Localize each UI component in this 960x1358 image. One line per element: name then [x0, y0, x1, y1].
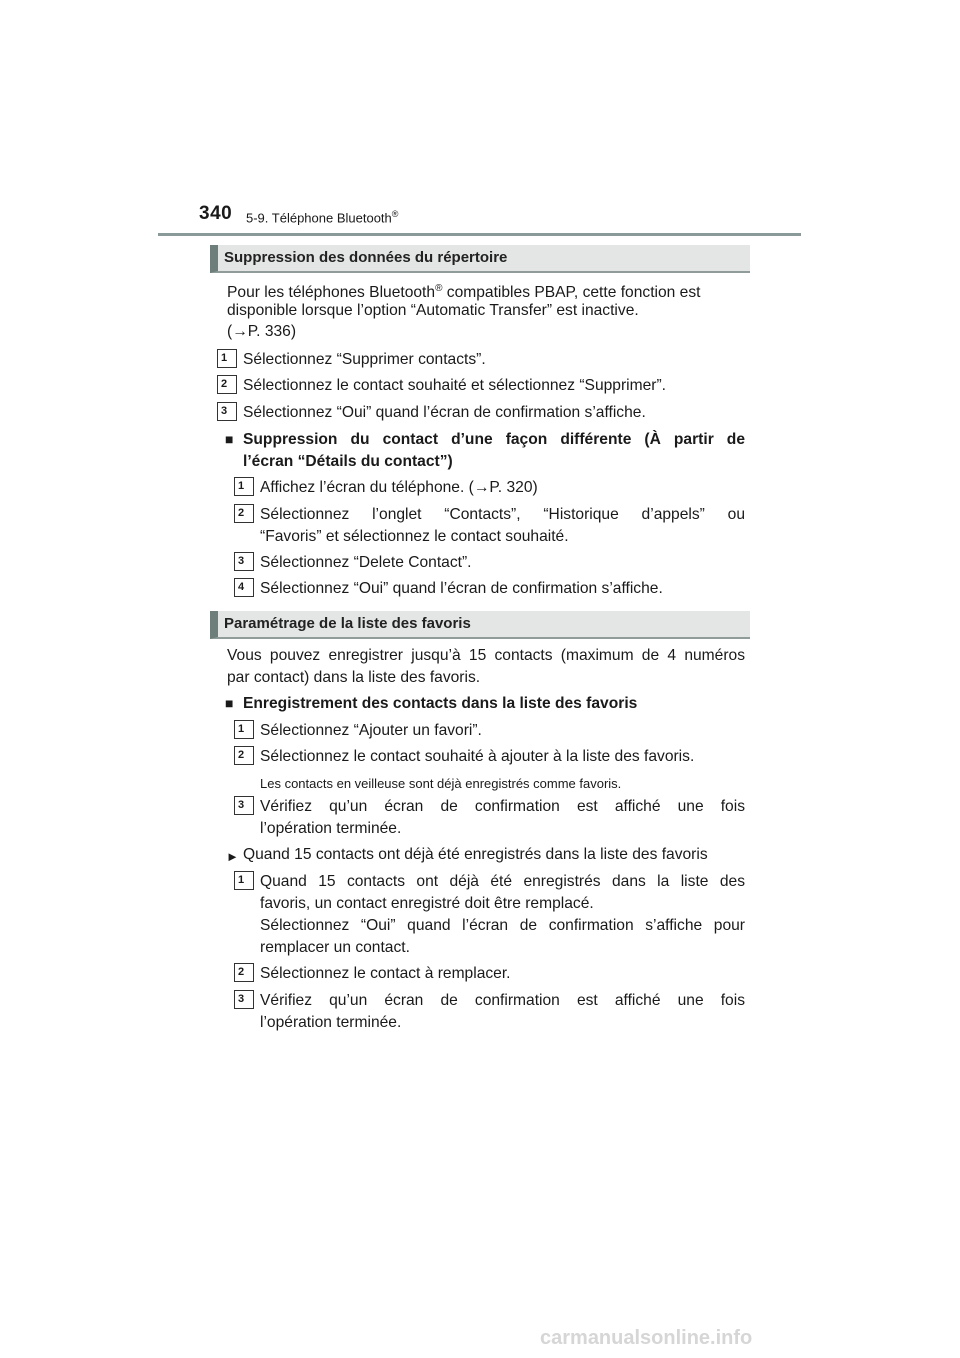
step-number: 3 [217, 402, 237, 421]
step-text-line: l’opération terminée. [260, 1014, 402, 1031]
section-heading: Paramétrage de la liste des favoris [210, 611, 750, 639]
step-number: 2 [234, 746, 254, 765]
step-text-line: “Favoris” et sélectionnez le contact souhaité. [260, 528, 569, 545]
step-text-line: Sélectionnez “Oui” quand l’écran de confirmation s’affiche pour [260, 917, 745, 934]
note-text: Les contacts en veilleuse sont déjà enregistrés comme favoris. [260, 776, 622, 791]
step-text-line: favoris, un contact enregistré doit être remplacé. [260, 895, 594, 912]
step-text: Sélectionnez l’onglet “Contacts”, “Historique d’appels” ou [260, 506, 745, 523]
step-text: Sélectionnez “Delete Contact”. [260, 554, 472, 571]
step-text: Vérifiez qu’un écran de confirmation est affiché une fois [260, 798, 745, 815]
step-text: Affichez l’écran du téléphone. (→P. 320) [260, 479, 538, 496]
step-text-line: l’opération terminée. [260, 820, 402, 837]
step-text: Sélectionnez “Oui” quand l’écran de confirmation s’affiche. [243, 404, 646, 421]
section-intro-line: disponible lorsque l’option “Automatic Transfer” est inactive. [227, 302, 639, 319]
step-text: Sélectionnez le contact souhaité et sélectionnez “Supprimer”. [243, 377, 666, 394]
square-bullet-icon: ■ [225, 695, 234, 711]
step-number: 1 [234, 720, 254, 739]
section-intro-line: par contact) dans la liste des favoris. [227, 669, 481, 686]
sub-heading-line: l’écran “Détails du contact”) [243, 453, 453, 470]
step-text: Vérifiez qu’un écran de confirmation est affiché une fois [260, 992, 745, 1009]
step-number: 2 [234, 963, 254, 982]
triangle-bullet-icon: ► [226, 849, 239, 864]
header-rule [158, 233, 801, 236]
step-number: 1 [234, 871, 254, 890]
step-text: Quand 15 contacts ont déjà été enregistrés dans la liste des [260, 873, 745, 890]
step-text: Sélectionnez le contact souhaité à ajouter à la liste des favoris. [260, 748, 695, 765]
step-number: 2 [234, 504, 254, 523]
sub-heading: Suppression du contact d’une façon différente (À partir de [243, 431, 745, 448]
step-text-line: remplacer un contact. [260, 939, 410, 956]
step-text: Sélectionnez “Supprimer contacts”. [243, 351, 486, 368]
step-number: 1 [234, 477, 254, 496]
chapter-title: 5-9. Téléphone Bluetooth® [246, 209, 399, 226]
page-reference: (→P. 336) [227, 323, 297, 340]
case-heading: Quand 15 contacts ont déjà été enregistrés dans la liste des favoris [243, 846, 708, 863]
section-intro: Pour les téléphones Bluetooth® compatibles PBAP, cette fonction est [227, 283, 701, 302]
square-bullet-icon: ■ [225, 431, 234, 447]
sub-heading: Enregistrement des contacts dans la liste des favoris [243, 695, 638, 712]
step-number: 3 [234, 552, 254, 571]
step-number: 2 [217, 375, 237, 394]
page-number: 340 [199, 203, 233, 224]
step-text: Sélectionnez “Oui” quand l’écran de confirmation s’affiche. [260, 580, 663, 597]
watermark: carmanualsonline.info [540, 1327, 753, 1349]
step-number: 3 [234, 796, 254, 815]
step-number: 4 [234, 578, 254, 597]
section-intro: Vous pouvez enregistrer jusqu’à 15 contacts (maximum de 4 numéros [227, 647, 745, 664]
step-text: Sélectionnez le contact à remplacer. [260, 965, 511, 982]
step-number: 1 [217, 349, 237, 368]
step-number: 3 [234, 990, 254, 1009]
step-text: Sélectionnez “Ajouter un favori”. [260, 722, 482, 739]
section-heading: Suppression des données du répertoire [210, 245, 750, 273]
